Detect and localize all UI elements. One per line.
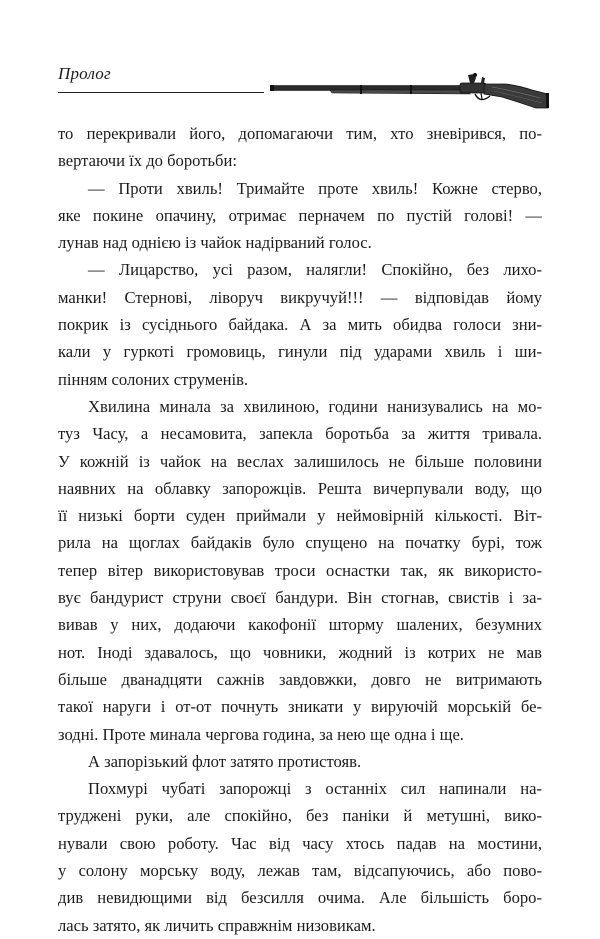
text-line: наявних на облавку запорожців. Решта вичерпували воду, що (58, 478, 542, 498)
text-line: вивав у них, додаючи какофонії штормy шалених, безумних (58, 615, 542, 635)
text-line: покрик із сусіднього байдака. А за мить обидва голоси зни- (58, 315, 542, 335)
header-rule (58, 92, 264, 93)
text-line: туз Часу, а несамовита, запекла боротьба за життя тривала. (58, 424, 542, 444)
text-line: А запорізький флот затято протистояв. (88, 751, 362, 771)
text-line: пінням солоних струменів. (58, 369, 249, 389)
text-line: то перекривали його, допомагаючи тим, хто зневірився, по- (58, 124, 542, 143)
text-line: — Проти хвиль! Тримайте проте хвиль! Кожне стерво, (88, 178, 542, 198)
text-line: Хвилина минала за хвилиною, години нанизувались на мо- (88, 396, 542, 416)
text-line: манки! Стернові, ліворуч викручуй!!! — відповідав йому (58, 287, 542, 307)
text-line: Похмурі чубаті запорожці з останніх сил напинали на- (88, 779, 542, 799)
paragraph (58, 393, 542, 748)
text-line: більше дванадцяти сажнів завдовжки, довго не витримають (58, 669, 542, 689)
text-line: труджені руки, але спокійно, без паніки й метушні, вико- (58, 806, 542, 826)
chapter-title: Пролог (58, 64, 111, 83)
paragraph (58, 748, 542, 775)
text-line: нот. Іноді здавалось, що човники, жодний із котрих не мав (58, 642, 542, 662)
text-line: У кожній із чайок на веслах залишилось не більше половини (58, 451, 542, 471)
body-text (58, 120, 542, 939)
text-line: вує бандурист струни своєї бандури. Він стогнав, свистів і за- (58, 588, 542, 608)
text-line: тепер вітер використовував троси оснастки так, як використо- (58, 560, 542, 580)
text-line: у солону морську воду, лежав там, відсапуючись, або пово- (58, 861, 542, 881)
text-line: див невидющими від безсилля очима. Але більшість боро- (58, 888, 542, 908)
text-line: лась затято, як личить справжнім низовикам. (58, 915, 376, 935)
text-line: — Лицарство, усі разом, налягли! Спокійно, без лихо- (88, 260, 542, 280)
text-line: яке покине опачину, отримає перначем по пустій голові! — (58, 205, 542, 225)
musket-icon (270, 72, 550, 110)
text-line: вертаючи їх до боротьби: (58, 151, 237, 171)
text-line: кали у гуркоті громовиць, гинули під ударами хвиль і ши- (58, 342, 542, 362)
text-line: такої наруги і от-от почнуть зникати у вируючій морській бе- (58, 697, 542, 717)
text-line: рила на щоглах байдаків було спущено на початку бурі, тож (58, 533, 542, 553)
text-line: нували свою роботу. Час від часу хтось падав на мостини, (58, 833, 542, 853)
text-line: зодні. Проте минала чергова година, за нею ще одна і ще. (58, 724, 464, 744)
text-line: лунав над однією із чайок надірваний голос. (58, 233, 372, 253)
text-line: її низькі борти суден приймали у неймовірній кількості. Віт- (58, 506, 542, 526)
paragraph (58, 256, 542, 392)
paragraph (58, 175, 542, 257)
paragraph (58, 120, 542, 175)
running-header (58, 62, 548, 110)
paragraph (58, 775, 542, 939)
